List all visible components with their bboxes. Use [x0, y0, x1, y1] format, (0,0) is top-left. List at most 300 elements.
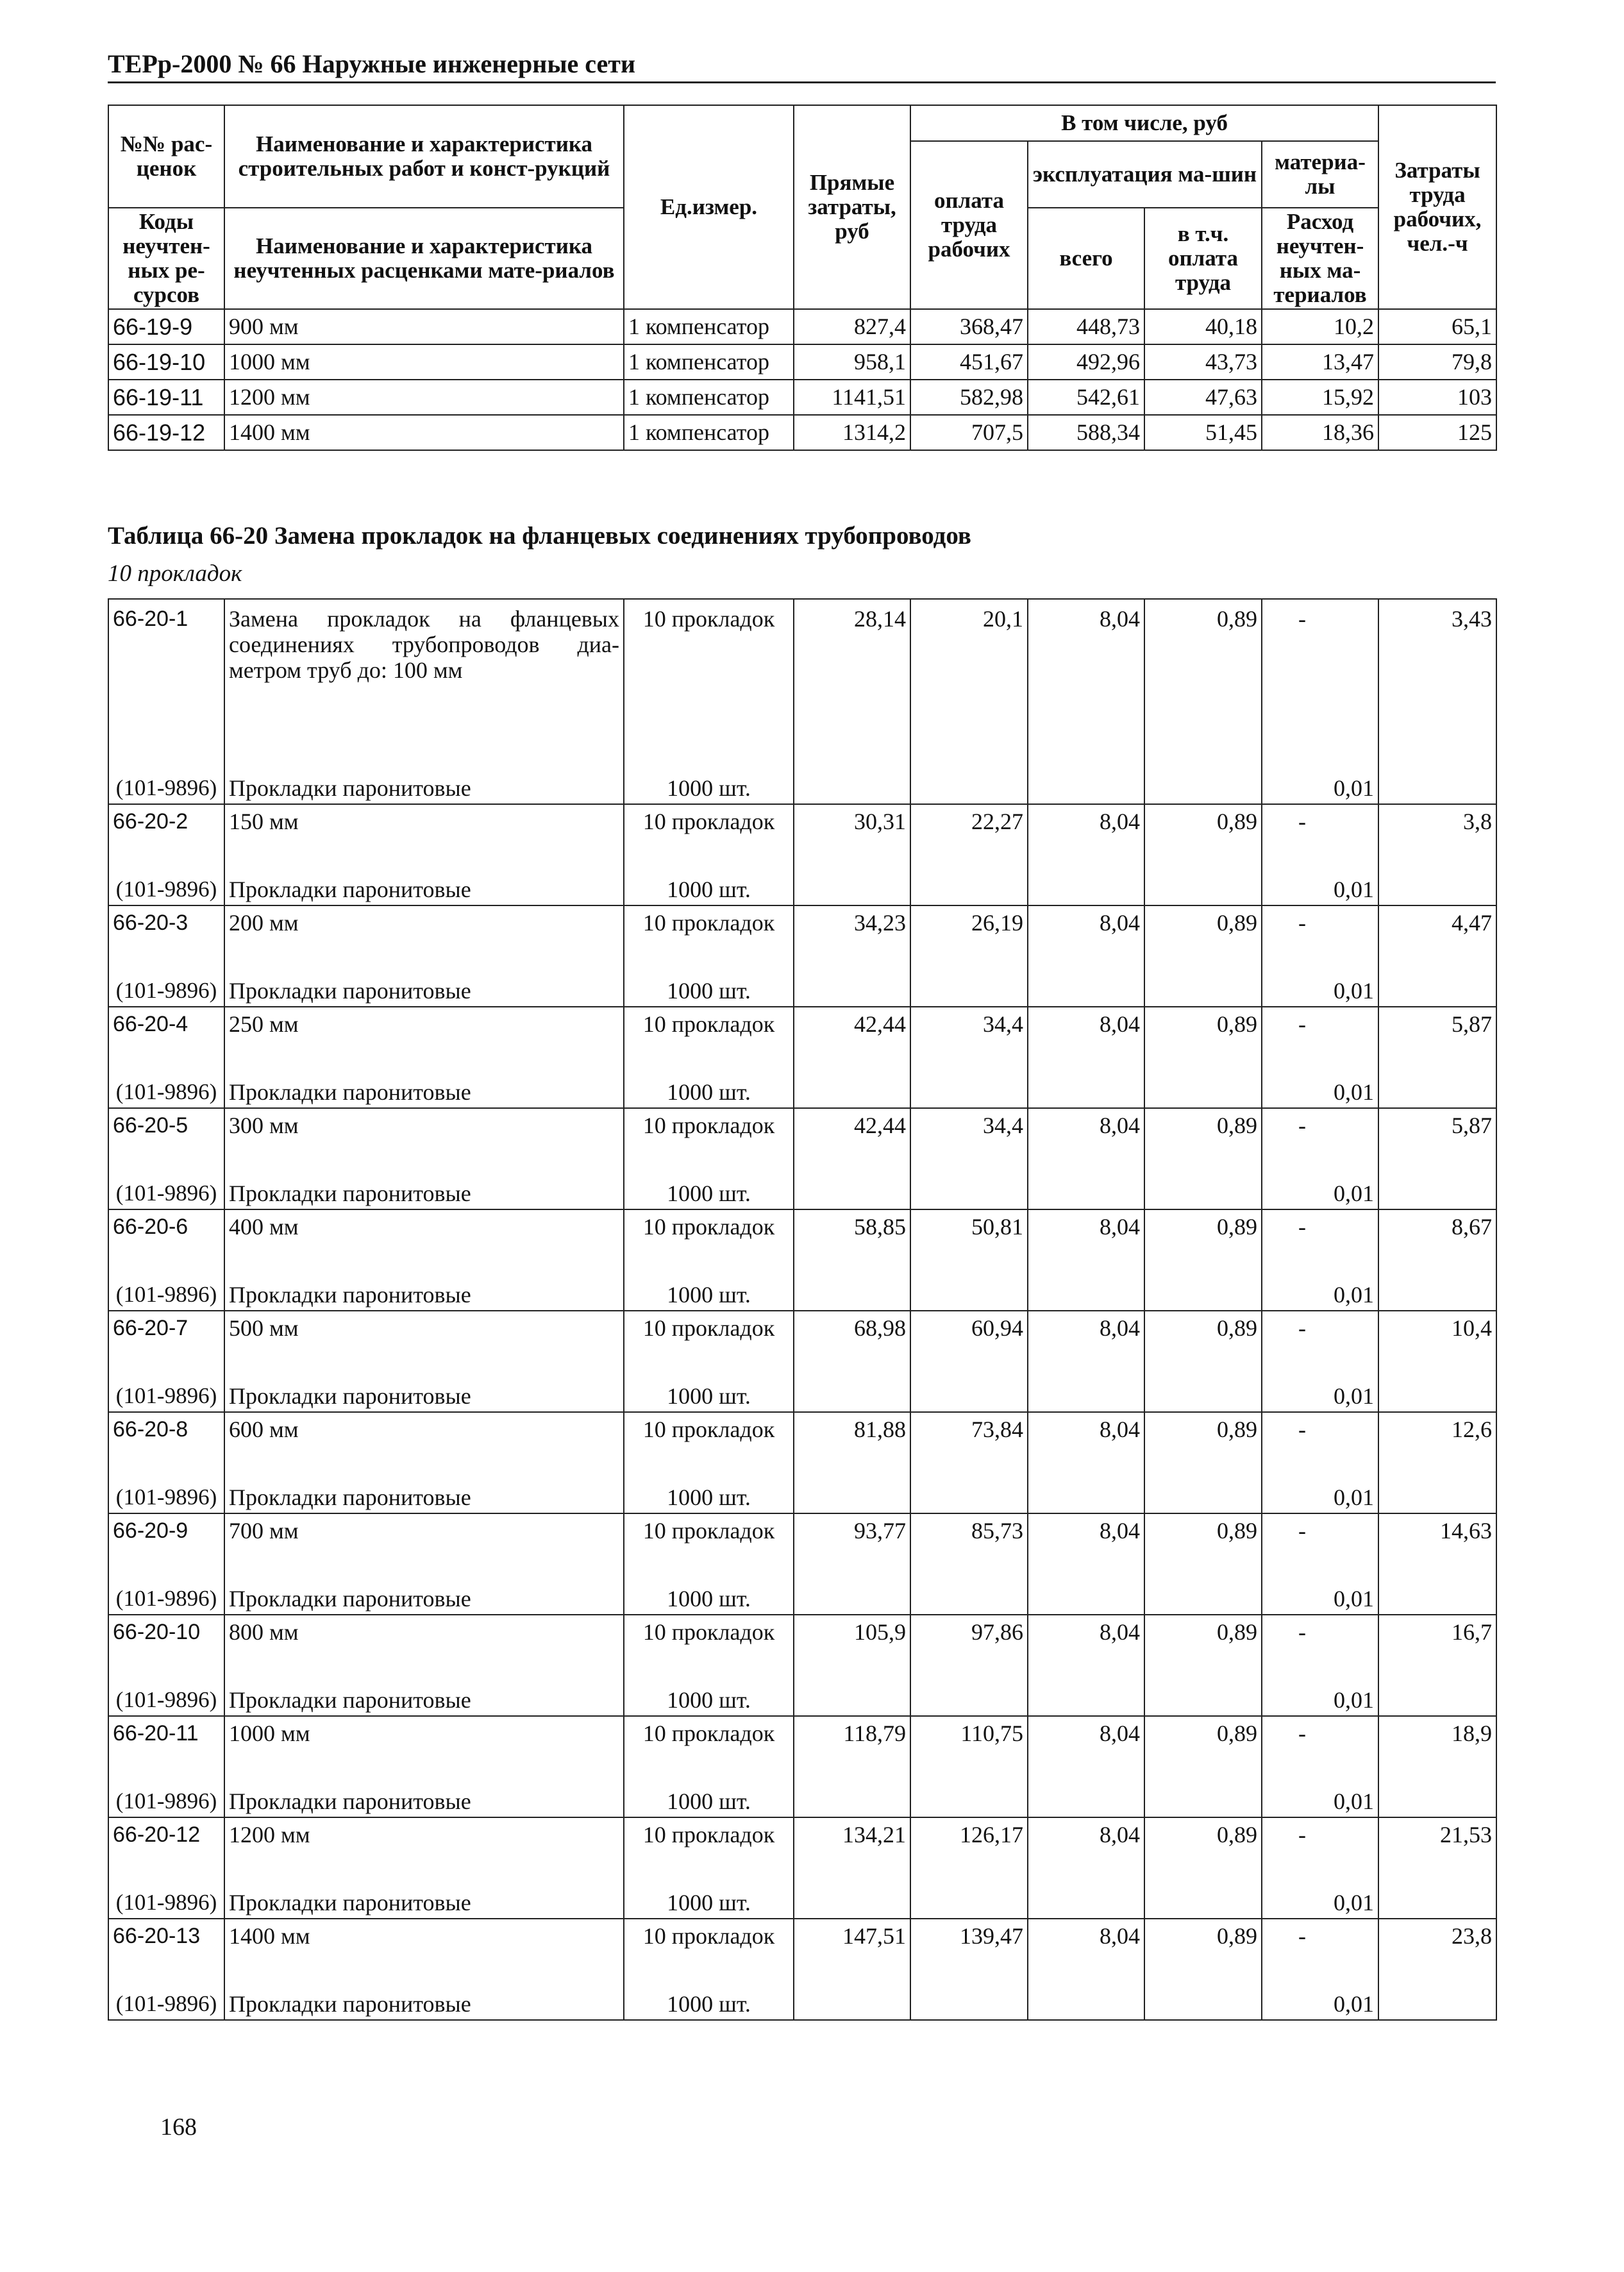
- work-name: 1400 мм: [224, 415, 624, 450]
- resource-name: Прокладки паронитовые: [224, 1147, 624, 1209]
- machines-wages: 0,89: [1144, 1209, 1262, 1249]
- materials: -: [1262, 1209, 1378, 1249]
- direct-cost: 1314,2: [794, 415, 910, 450]
- labor: 65,1: [1378, 309, 1496, 344]
- empty-cell: [1144, 1046, 1262, 1108]
- resource-qty: 0,01: [1262, 843, 1378, 905]
- empty-cell: [1378, 1958, 1496, 2020]
- materials: -: [1262, 1108, 1378, 1147]
- empty-cell: [1144, 1654, 1262, 1716]
- resource-row: [108, 1856, 1496, 1919]
- machines-wages: 0,89: [1144, 804, 1262, 843]
- empty-cell: [794, 1046, 910, 1108]
- empty-cell: [1144, 1958, 1262, 2020]
- labor: 21,53: [1378, 1817, 1496, 1856]
- resource-unit: 1000 шт.: [624, 1553, 794, 1615]
- empty-cell: [1144, 1553, 1262, 1615]
- work-name: 700 мм: [224, 1513, 624, 1553]
- rate-code: 66-19-10: [108, 344, 224, 380]
- materials: -: [1262, 1513, 1378, 1553]
- work-name: 800 мм: [224, 1615, 624, 1654]
- machines-total: 8,04: [1028, 1919, 1144, 1958]
- empty-cell: [1144, 1451, 1262, 1513]
- unit: 1 компенсатор: [624, 344, 794, 380]
- direct-cost: 30,31: [794, 804, 910, 843]
- table-row: [108, 1108, 1496, 1147]
- header-mach-total: всего: [1028, 208, 1144, 309]
- work-name: 1200 мм: [224, 1817, 624, 1856]
- resource-qty: 0,01: [1262, 945, 1378, 1007]
- machines-total: 8,04: [1028, 804, 1144, 843]
- resource-qty: 0,01: [1262, 1350, 1378, 1412]
- work-name: 150 мм: [224, 804, 624, 843]
- header-direct: Прямые затраты, руб: [794, 105, 910, 309]
- machines-wages: 0,89: [1144, 1108, 1262, 1147]
- machines-wages: 40,18: [1144, 309, 1262, 344]
- resource-code: (101-9896): [108, 843, 224, 905]
- resource-name: Прокладки паронитовые: [224, 1755, 624, 1817]
- machines-total: 8,04: [1028, 599, 1144, 743]
- resource-row: [108, 1958, 1496, 2020]
- empty-cell: [794, 843, 910, 905]
- empty-cell: [1378, 1755, 1496, 1817]
- table-row: [108, 1513, 1496, 1553]
- empty-cell: [1028, 1958, 1144, 2020]
- wages: 34,4: [910, 1007, 1028, 1046]
- resource-qty: 0,01: [1262, 1654, 1378, 1716]
- resource-name: Прокладки паронитовые: [224, 843, 624, 905]
- labor: 12,6: [1378, 1412, 1496, 1451]
- machines-total: 8,04: [1028, 1209, 1144, 1249]
- materials: -: [1262, 1817, 1378, 1856]
- rate-code: 66-20-10: [108, 1615, 224, 1654]
- table-row: [108, 1007, 1496, 1046]
- empty-cell: [794, 1755, 910, 1817]
- machines-total: 8,04: [1028, 1513, 1144, 1553]
- machines-total: 8,04: [1028, 1716, 1144, 1755]
- labor: 14,63: [1378, 1513, 1496, 1553]
- empty-cell: [794, 1654, 910, 1716]
- materials: -: [1262, 1716, 1378, 1755]
- resource-unit: 1000 шт.: [624, 945, 794, 1007]
- resource-unit: 1000 шт.: [624, 1249, 794, 1311]
- header-name: Наименование и характеристика строительных работ и конст-рукций: [224, 105, 624, 208]
- machines-total: 492,96: [1028, 344, 1144, 380]
- work-name: 1000 мм: [224, 1716, 624, 1755]
- rate-code: 66-20-3: [108, 905, 224, 945]
- resource-code: (101-9896): [108, 1958, 224, 2020]
- wages: 110,75: [910, 1716, 1028, 1755]
- table-row: [108, 804, 1496, 843]
- header-rule: [108, 81, 1496, 83]
- machines-wages: 0,89: [1144, 1615, 1262, 1654]
- empty-cell: [910, 1249, 1028, 1311]
- materials: -: [1262, 599, 1378, 743]
- machines-total: 8,04: [1028, 905, 1144, 945]
- empty-cell: [1144, 843, 1262, 905]
- resource-unit: 1000 шт.: [624, 1350, 794, 1412]
- resource-name: Прокладки паронитовые: [224, 1856, 624, 1919]
- empty-cell: [910, 743, 1028, 804]
- rate-code: 66-20-2: [108, 804, 224, 843]
- table-subtitle: 10 прокладок: [108, 560, 242, 587]
- header-machines: эксплуатация ма-шин: [1028, 141, 1262, 208]
- unit: 1 компенсатор: [624, 380, 794, 415]
- empty-cell: [1144, 743, 1262, 804]
- unit: 10 прокладок: [624, 599, 794, 743]
- header-wages: оплата труда рабочих: [910, 141, 1028, 309]
- direct-cost: 81,88: [794, 1412, 910, 1451]
- resource-code: (101-9896): [108, 1046, 224, 1108]
- empty-cell: [794, 1958, 910, 2020]
- rate-code: 66-20-5: [108, 1108, 224, 1147]
- work-name: 1200 мм: [224, 380, 624, 415]
- labor: 3,43: [1378, 599, 1496, 743]
- work-name: 500 мм: [224, 1311, 624, 1350]
- machines-wages: 0,89: [1144, 905, 1262, 945]
- empty-cell: [1028, 1654, 1144, 1716]
- direct-cost: 42,44: [794, 1108, 910, 1147]
- materials: -: [1262, 1615, 1378, 1654]
- header-incl: В том числе, руб: [910, 105, 1378, 141]
- empty-cell: [910, 1147, 1028, 1209]
- rate-code: 66-20-7: [108, 1311, 224, 1350]
- work-name: 250 мм: [224, 1007, 624, 1046]
- empty-cell: [910, 1654, 1028, 1716]
- resource-row: [108, 1046, 1496, 1108]
- pricing-table-66-20: [108, 598, 1497, 2021]
- materials: -: [1262, 1919, 1378, 1958]
- resource-row: [108, 1654, 1496, 1716]
- header-unit: Ед.измер.: [624, 105, 794, 309]
- wages: 139,47: [910, 1919, 1028, 1958]
- empty-cell: [1378, 1046, 1496, 1108]
- wages: 368,47: [910, 309, 1028, 344]
- machines-wages: 0,89: [1144, 1311, 1262, 1350]
- labor: 23,8: [1378, 1919, 1496, 1958]
- machines-total: 8,04: [1028, 1108, 1144, 1147]
- empty-cell: [1028, 1553, 1144, 1615]
- empty-cell: [1028, 1755, 1144, 1817]
- table-row: [108, 1311, 1496, 1350]
- empty-cell: [1378, 1350, 1496, 1412]
- empty-cell: [910, 1856, 1028, 1919]
- empty-cell: [794, 945, 910, 1007]
- resource-name: Прокладки паронитовые: [224, 1553, 624, 1615]
- resource-name: Прокладки паронитовые: [224, 1046, 624, 1108]
- resource-code: (101-9896): [108, 1249, 224, 1311]
- table-title: Таблица 66-20 Замена прокладок на фланцевых соединениях трубопроводов: [108, 522, 971, 550]
- machines-wages: 51,45: [1144, 415, 1262, 450]
- resource-qty: 0,01: [1262, 1046, 1378, 1108]
- rate-code: 66-19-9: [108, 309, 224, 344]
- empty-cell: [1144, 1249, 1262, 1311]
- header-name-res: Наименование и характеристика неучтенных расценками мате-риалов: [224, 208, 624, 309]
- materials: -: [1262, 804, 1378, 843]
- empty-cell: [1028, 1451, 1144, 1513]
- materials: -: [1262, 1007, 1378, 1046]
- wages: 50,81: [910, 1209, 1028, 1249]
- machines-total: 8,04: [1028, 1615, 1144, 1654]
- unit: 10 прокладок: [624, 1108, 794, 1147]
- empty-cell: [1378, 1553, 1496, 1615]
- work-name: 400 мм: [224, 1209, 624, 1249]
- resource-row: [108, 945, 1496, 1007]
- work-name: 200 мм: [224, 905, 624, 945]
- direct-cost: 1141,51: [794, 380, 910, 415]
- machines-wages: 0,89: [1144, 599, 1262, 743]
- empty-cell: [1028, 945, 1144, 1007]
- page-header: ТЕРр-2000 № 66 Наружные инженерные сети: [108, 49, 635, 78]
- machines-wages: 47,63: [1144, 380, 1262, 415]
- resource-qty: 0,01: [1262, 1249, 1378, 1311]
- resource-code: (101-9896): [108, 1451, 224, 1513]
- resource-name: Прокладки паронитовые: [224, 1350, 624, 1412]
- resource-name: Прокладки паронитовые: [224, 1654, 624, 1716]
- resource-qty: 0,01: [1262, 1147, 1378, 1209]
- labor: 5,87: [1378, 1108, 1496, 1147]
- labor: 3,8: [1378, 804, 1496, 843]
- resource-code: (101-9896): [108, 1654, 224, 1716]
- resource-unit: 1000 шт.: [624, 1046, 794, 1108]
- table-row: [108, 380, 1496, 415]
- wages: 34,4: [910, 1108, 1028, 1147]
- direct-cost: 827,4: [794, 309, 910, 344]
- resource-code: (101-9896): [108, 743, 224, 804]
- rate-code: 66-20-9: [108, 1513, 224, 1553]
- table-row: [108, 1817, 1496, 1856]
- wages: 60,94: [910, 1311, 1028, 1350]
- header-materials: материа-лы: [1262, 141, 1378, 208]
- materials: -: [1262, 905, 1378, 945]
- empty-cell: [794, 1856, 910, 1919]
- resource-qty: 0,01: [1262, 1755, 1378, 1817]
- table-row: [108, 415, 1496, 450]
- resource-row: [108, 1147, 1496, 1209]
- resource-name: Прокладки паронитовые: [224, 743, 624, 804]
- empty-cell: [1378, 1856, 1496, 1919]
- work-name: 1000 мм: [224, 344, 624, 380]
- wages: 73,84: [910, 1412, 1028, 1451]
- labor: 125: [1378, 415, 1496, 450]
- empty-cell: [1028, 843, 1144, 905]
- resource-unit: 1000 шт.: [624, 743, 794, 804]
- header-labor: Затраты труда рабочих, чел.-ч: [1378, 105, 1496, 309]
- empty-cell: [794, 1553, 910, 1615]
- table-row: [108, 1716, 1496, 1755]
- empty-cell: [910, 945, 1028, 1007]
- table-row: [108, 905, 1496, 945]
- direct-cost: 105,9: [794, 1615, 910, 1654]
- empty-cell: [794, 1350, 910, 1412]
- unit: 10 прокладок: [624, 1007, 794, 1046]
- resource-row: [108, 1350, 1496, 1412]
- direct-cost: 134,21: [794, 1817, 910, 1856]
- resource-row: [108, 1553, 1496, 1615]
- materials: 15,92: [1262, 380, 1378, 415]
- rate-code: 66-19-11: [108, 380, 224, 415]
- labor: 10,4: [1378, 1311, 1496, 1350]
- resource-name: Прокладки паронитовые: [224, 1451, 624, 1513]
- empty-cell: [1028, 1350, 1144, 1412]
- materials: -: [1262, 1412, 1378, 1451]
- header-mat-res: Расход неучтен-ных ма-териалов: [1262, 208, 1378, 309]
- resource-row: [108, 1451, 1496, 1513]
- direct-cost: 34,23: [794, 905, 910, 945]
- resource-qty: 0,01: [1262, 1451, 1378, 1513]
- table-row: [108, 1615, 1496, 1654]
- rate-code: 66-20-1: [108, 599, 224, 743]
- machines-wages: 43,73: [1144, 344, 1262, 380]
- empty-cell: [910, 1451, 1028, 1513]
- direct-cost: 68,98: [794, 1311, 910, 1350]
- empty-cell: [910, 1350, 1028, 1412]
- resource-row: [108, 1755, 1496, 1817]
- machines-wages: 0,89: [1144, 1716, 1262, 1755]
- work-name: 300 мм: [224, 1108, 624, 1147]
- wages: 707,5: [910, 415, 1028, 450]
- empty-cell: [1144, 1856, 1262, 1919]
- direct-cost: 147,51: [794, 1919, 910, 1958]
- wages: 20,1: [910, 599, 1028, 743]
- machines-wages: 0,89: [1144, 1919, 1262, 1958]
- unit: 10 прокладок: [624, 905, 794, 945]
- direct-cost: 118,79: [794, 1716, 910, 1755]
- resource-qty: 0,01: [1262, 743, 1378, 804]
- table-row: [108, 344, 1496, 380]
- resource-qty: 0,01: [1262, 1856, 1378, 1919]
- machines-total: 8,04: [1028, 1412, 1144, 1451]
- page-number: 168: [160, 2114, 197, 2141]
- empty-cell: [910, 1553, 1028, 1615]
- resource-qty: 0,01: [1262, 1553, 1378, 1615]
- empty-cell: [910, 1958, 1028, 2020]
- direct-cost: 93,77: [794, 1513, 910, 1553]
- work-name: 1400 мм: [224, 1919, 624, 1958]
- empty-cell: [1378, 843, 1496, 905]
- resource-row: [108, 743, 1496, 804]
- empty-cell: [1144, 945, 1262, 1007]
- resource-name: Прокладки паронитовые: [224, 945, 624, 1007]
- machines-wages: 0,89: [1144, 1817, 1262, 1856]
- empty-cell: [1028, 1147, 1144, 1209]
- machines-total: 8,04: [1028, 1817, 1144, 1856]
- resource-unit: 1000 шт.: [624, 1451, 794, 1513]
- rate-code: 66-20-11: [108, 1716, 224, 1755]
- materials: 10,2: [1262, 309, 1378, 344]
- materials: 18,36: [1262, 415, 1378, 450]
- empty-cell: [794, 1451, 910, 1513]
- resource-unit: 1000 шт.: [624, 843, 794, 905]
- wages: 97,86: [910, 1615, 1028, 1654]
- resource-code: (101-9896): [108, 1350, 224, 1412]
- wages: 22,27: [910, 804, 1028, 843]
- unit: 10 прокладок: [624, 1513, 794, 1553]
- resource-code: (101-9896): [108, 1856, 224, 1919]
- empty-cell: [1378, 1451, 1496, 1513]
- header-codes: №№ рас-ценок: [108, 105, 224, 208]
- labor: 16,7: [1378, 1615, 1496, 1654]
- resource-code: (101-9896): [108, 1755, 224, 1817]
- rate-code: 66-20-8: [108, 1412, 224, 1451]
- unit: 1 компенсатор: [624, 309, 794, 344]
- resource-code: (101-9896): [108, 1147, 224, 1209]
- direct-cost: 958,1: [794, 344, 910, 380]
- machines-total: 8,04: [1028, 1311, 1144, 1350]
- empty-cell: [1378, 743, 1496, 804]
- unit: 1 компенсатор: [624, 415, 794, 450]
- machines-wages: 0,89: [1144, 1007, 1262, 1046]
- unit: 10 прокладок: [624, 1919, 794, 1958]
- empty-cell: [910, 1755, 1028, 1817]
- table-row: [108, 309, 1496, 344]
- empty-cell: [1028, 1856, 1144, 1919]
- resource-qty: 0,01: [1262, 1958, 1378, 2020]
- empty-cell: [1144, 1350, 1262, 1412]
- unit: 10 прокладок: [624, 1311, 794, 1350]
- machines-total: 8,04: [1028, 1007, 1144, 1046]
- rate-code: 66-19-12: [108, 415, 224, 450]
- table-row: [108, 1412, 1496, 1451]
- empty-cell: [794, 1147, 910, 1209]
- machines-total: 588,34: [1028, 415, 1144, 450]
- labor: 18,9: [1378, 1716, 1496, 1755]
- rate-code: 66-20-12: [108, 1817, 224, 1856]
- labor: 8,67: [1378, 1209, 1496, 1249]
- labor: 5,87: [1378, 1007, 1496, 1046]
- wages: 126,17: [910, 1817, 1028, 1856]
- empty-cell: [794, 1249, 910, 1311]
- direct-cost: 42,44: [794, 1007, 910, 1046]
- work-name: Замена прокладок на фланцевых соединениях трубопроводов диа-метром труб до: 100 мм: [224, 599, 624, 743]
- resource-name: Прокладки паронитовые: [224, 1958, 624, 2020]
- resource-unit: 1000 шт.: [624, 1755, 794, 1817]
- direct-cost: 58,85: [794, 1209, 910, 1249]
- unit: 10 прокладок: [624, 1209, 794, 1249]
- resource-row: [108, 1249, 1496, 1311]
- resource-name: Прокладки паронитовые: [224, 1249, 624, 1311]
- materials: -: [1262, 1311, 1378, 1350]
- rate-code: 66-20-13: [108, 1919, 224, 1958]
- empty-cell: [910, 1046, 1028, 1108]
- machines-wages: 0,89: [1144, 1412, 1262, 1451]
- unit: 10 прокладок: [624, 1615, 794, 1654]
- header-mach-wages: в т.ч. оплата труда: [1144, 208, 1262, 309]
- labor: 103: [1378, 380, 1496, 415]
- empty-cell: [1028, 1249, 1144, 1311]
- empty-cell: [1028, 1046, 1144, 1108]
- unit: 10 прокладок: [624, 1817, 794, 1856]
- resource-unit: 1000 шт.: [624, 1958, 794, 2020]
- materials: 13,47: [1262, 344, 1378, 380]
- unit: 10 прокладок: [624, 804, 794, 843]
- empty-cell: [1028, 743, 1144, 804]
- resource-code: (101-9896): [108, 945, 224, 1007]
- direct-cost: 28,14: [794, 599, 910, 743]
- work-name: 900 мм: [224, 309, 624, 344]
- empty-cell: [1378, 1147, 1496, 1209]
- work-name: 600 мм: [224, 1412, 624, 1451]
- unit: 10 прокладок: [624, 1412, 794, 1451]
- empty-cell: [1378, 1249, 1496, 1311]
- pricing-table-66-19: [108, 105, 1497, 451]
- resource-unit: 1000 шт.: [624, 1856, 794, 1919]
- wages: 582,98: [910, 380, 1028, 415]
- table-row: [108, 1919, 1496, 1958]
- machines-wages: 0,89: [1144, 1513, 1262, 1553]
- resource-unit: 1000 шт.: [624, 1147, 794, 1209]
- machines-total: 542,61: [1028, 380, 1144, 415]
